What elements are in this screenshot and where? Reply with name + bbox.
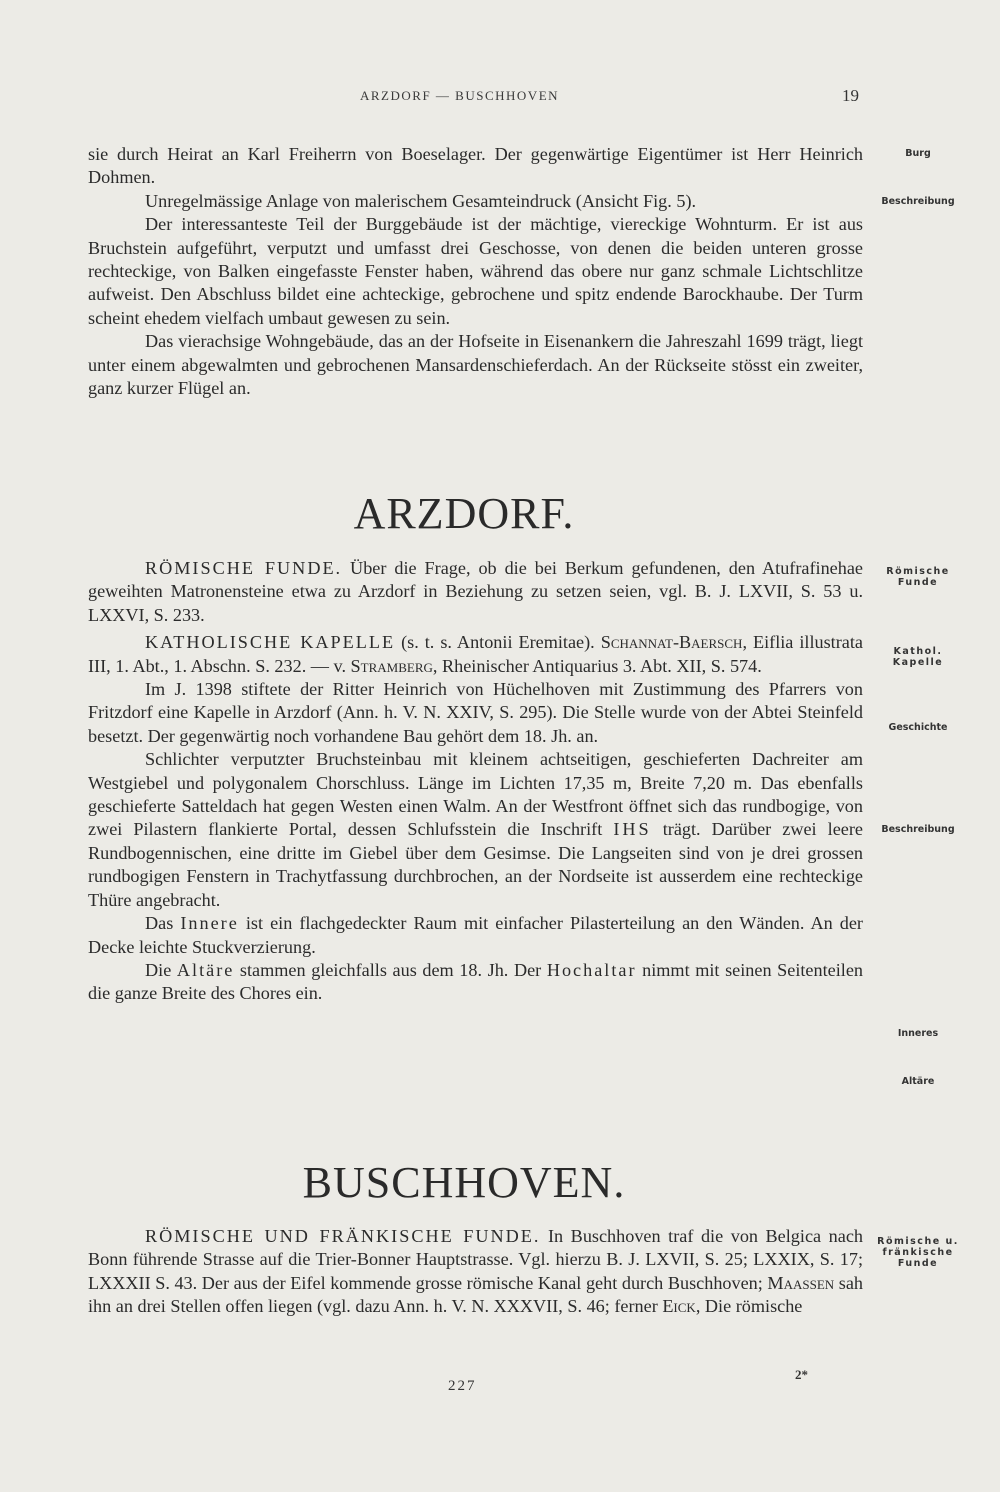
margin-note-inneres: Inneres [897, 1028, 939, 1039]
label-hochaltar: Hochaltar [546, 959, 637, 980]
text-inneres-2: ist ein flachgedeckter Raum mit einfacher Pilasterteilung an den Wänden. An der Decke leichte Stuckverzierung. [88, 913, 863, 957]
section-heading-arzdorf: ARZDORF. [353, 489, 575, 538]
margin-note-burg: Burg [905, 148, 931, 159]
paragraph-owner: sie durch Heirat an Karl Freiherrn von Boeselager. Der gegenwärtige Eigentümer ist Herr Heinrich Dohmen. [88, 144, 863, 188]
paragraph-beschreibung [88, 748, 863, 912]
label-roem-fraenk-funde: RÖMISCHE UND FRÄNKISCHE FUNDE. [145, 1226, 541, 1246]
text-beschreibung-2: trägt. Darüber zwei leere Rundbogennischen, eine dritte im Giebel über dem Gesimse. Die Langseiten sind von je drei grossen rundbogigen Fenstern in Trachytfassung durchbrochen, an der Nordseite ist ausserdem eine rechteckige Thüre angebracht. [88, 819, 863, 910]
text-funde-1: In Buschhoven traf die von Belgica nach Bonn führende Strasse auf die Trier-Bonner Hauptstrasse. Vgl. hierzu B. J. LXVII, S. 25; LXXIX, S. 17; LXXXII S. 43. Der aus der Eifel kommende grosse römische Kanal geht durch Buschhoven; [88, 1226, 863, 1293]
margin-note-geschichte: Geschichte [888, 722, 948, 733]
text-inneres-1: Das [145, 913, 181, 934]
author-schannat: Schannat-Baersch [600, 632, 743, 653]
text-funde-2: sah ihn an drei Stellen offen liegen (vgl. dazu Ann. h. V. N. XXXVII, S. 46; ferner [88, 1272, 864, 1317]
text-roemische-funde: Über die Frage, ob die bei Berkum gefundenen, den Atufrafinehae geweihten Matronensteine etwa zu Arzdorf in Beziehung zu setzen seien, vgl. B. J. LXVII, S. 53 u. LXXVI, S. 233. [88, 558, 863, 625]
arzdorf-section [88, 557, 863, 1006]
page-number: 19 [842, 86, 859, 105]
signature-mark: 2* [795, 1367, 808, 1382]
paragraph-residence: Das vierachsige Wohngebäude, das an der Hofseite in Eisenankern die Jahreszahl 1699 trägt, liegt unter einem abgewalmten und gebrochenen Mansardenschieferdach. An der Rückseite stösst ein zweiter, ganz kurzer Flügel an. [88, 331, 863, 399]
sheet-number: 227 [448, 1378, 477, 1394]
inscription-ihs: IHS [613, 819, 652, 840]
running-head: ARZDORF — BUSCHHOVEN [360, 88, 560, 103]
margin-note-roemische-funde: Römische Funde [886, 566, 950, 588]
label-inneres: Innere [180, 913, 239, 934]
author-stramberg: Stramberg [350, 655, 433, 676]
margin-note-beschreibung: Beschreibung [881, 196, 955, 207]
author-eick: Eick [662, 1296, 696, 1317]
label-kapelle: KATHOLISCHE KAPELLE [145, 632, 396, 653]
text-kapelle-2: , Eiflia illustrata III, 1. Abt., 1. Abschn. S. 232. — v. [88, 632, 863, 676]
label-roemische-funde: RÖMISCHE FUNDE. [145, 558, 343, 578]
burg-section [88, 143, 863, 400]
paragraph-funde [88, 1225, 863, 1319]
margin-note-roem-fraenk-funde: Römische u. fränkische Funde [877, 1236, 959, 1269]
paragraph-altaere [88, 959, 863, 1006]
paragraph-geschichte: Im J. 1398 stiftete der Ritter Heinrich von Hüchelhoven mit Zustimmung des Pfarrers von Fritzdorf eine Kapelle in Arzdorf (Ann. h. V. N. XXIV, S. 295). Die Stelle wurde von der Abtei Steinfeld besetzt. Der gegenwärtig noch vorhandene Bau gehört dem 18. Jh. an. [88, 679, 863, 746]
buschhoven-section [88, 1225, 863, 1319]
paragraph-roemische-funde [88, 557, 863, 627]
text-altaere-2: stammen gleichfalls aus dem 18. Jh. Der [234, 959, 547, 980]
author-maassen: Maassen [767, 1272, 835, 1293]
margin-note-beschreibung-2: Beschreibung [881, 824, 955, 835]
paragraph-kapelle [88, 631, 863, 678]
label-altaere: Altäre [176, 959, 235, 980]
text-kapelle-3: , Rheinischer Antiquarius 3. Abt. XII, S. 574. [432, 655, 762, 676]
paragraph-inneres [88, 912, 863, 959]
text-beschreibung-1: Schlichter verputzter Bruchsteinbau mit kleinem achtseitigen, geschieferten Dachreiter am Westgiebel und polygonalem Chorschluss. Länge im Lichten 17,35 m, Breite 7,20 m. Das ebenfalls geschieferte Satteldach hat gegen Westen einen Walm. An der Westfront öffnet sich das rundbogige, von zwei Pilastern flankierte Portal, dessen Schlufsstein die Inschrift [88, 749, 863, 840]
margin-note-kathol-kapelle: Kathol. Kapelle [892, 646, 944, 668]
text-altaere-1: Die [145, 959, 177, 980]
paragraph-tower: Der interessanteste Teil der Burggebäude ist der mächtige, viereckige Wohnturm. Er ist aus Bruchstein aufgeführt, verputzt und umfasst drei Geschosse, von denen die beiden unteren grosse rechteckige, von Balken eingefasste Fenster haben, während das obere nur ganz schmale Lichtschlitze aufweist. Den Abschluss bildet eine achteckige, gebrochene und spitz endende Barockhaube. Der Turm scheint ehedem vielfach umbaut gewesen zu sein. [88, 214, 863, 328]
text-kapelle-1: (s. t. s. Antonii Eremitae). [395, 632, 601, 653]
text-funde-3: , Die römische [695, 1296, 803, 1317]
paragraph-layout: Unregelmässige Anlage von malerischem Gesamteindruck (Ansicht Fig. 5). [145, 190, 697, 211]
margin-note-altaere: Altäre [901, 1076, 935, 1087]
text-altaere-3: nimmt mit seinen Seitenteilen die ganze Breite des Chores ein. [88, 959, 863, 1004]
section-heading-buschhoven: BUSCHHOVEN. [302, 1158, 626, 1207]
